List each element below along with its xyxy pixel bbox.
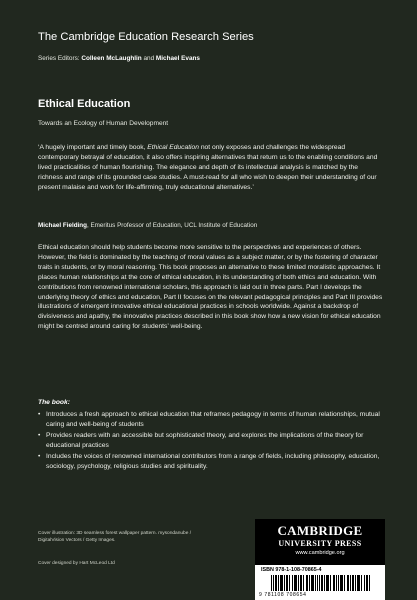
list-item-text: Provides readers with an accessible but sophisticated theory, and explores the implications of the theory for educational practices [46, 431, 364, 449]
publisher-name-line1: CAMBRIDGE [277, 523, 363, 538]
quote-rest: not only exposes and challenges the widespread contemporary betrayal of education, it also offers inspiring alternatives that return us to the enabling conditions and lived practicalities of human flourishing. The elegance and depth of its intellectual analysis is matched by the richness and range of its grounded case studies. A must-read for all who wish to deepen their understanding of our present malaise and work for life-affirming, truly educational alternatives.’ [38, 144, 378, 191]
editor-name-2: Michael Evans [155, 55, 200, 62]
editors-label: Series Editors: [38, 55, 82, 62]
cover-illustration-credit: Cover illustration: 3D seamless forest wallpaper pattern. mysondanube / DigitalVision Vectors / Getty Images. [38, 531, 192, 543]
the-book-label: The book: [38, 399, 70, 406]
publisher-name-line2: UNIVERSITY PRESS [278, 539, 362, 548]
cover-designer-credit: Cover designed by Hart McLeod Ltd [38, 561, 115, 566]
list-item [38, 431, 383, 451]
bullet-icon: • [38, 452, 41, 460]
bullet-icon: • [38, 411, 41, 418]
quote-author-detail: , Emeritus Professor of Education, UCL Institute of Education [86, 222, 258, 229]
book-subtitle: Towards an Ecology of Human Development [38, 120, 169, 127]
quote-author: Michael Fielding [38, 222, 87, 229]
endorsement-quote [38, 143, 383, 193]
series-editors [38, 55, 200, 62]
feature-list [38, 410, 383, 472]
quote-open: ‘A hugely important and timely book, [38, 144, 148, 151]
barcode-icon [271, 575, 371, 591]
isbn-label: ISBN 978-1-108-70865-4 [261, 567, 322, 573]
publisher-url: www.cambridge.org [295, 550, 345, 556]
editor-name-1: Colleen McLaughlin [81, 55, 142, 62]
isbn-barcode-box [255, 565, 385, 600]
list-item [38, 452, 383, 472]
barcode-digits: 9 781108 708654 [259, 592, 307, 598]
quote-attribution [38, 222, 257, 229]
series-title: The Cambridge Education Research Series [38, 31, 254, 43]
bullet-icon: • [38, 431, 41, 439]
quote-italic-title: Ethical Education [147, 144, 199, 151]
list-item [38, 410, 383, 430]
list-item-text: Includes the voices of renowned international contributors from a range of fields, including philosophy, education, sociology, psychology, religious studies and spirituality. [46, 452, 380, 470]
publisher-logo [255, 519, 385, 565]
editors-and: and [141, 55, 156, 62]
list-item-text: Introduces a fresh approach to ethical education that reframes pedagogy in terms of human relationships, mutual caring and well-being of students [46, 411, 380, 428]
book-description: Ethical education should help students become more sensitive to the perspectives and experiences of others. However, the field is dominated by the teaching of moral values as a subject matter, or by the fostering of character traits in students, or by moral reasoning. This book proposes an alternative to these limited moralistic approaches. It places human relationships at the core of ethical education, in its understanding of both ethics and education. With contributions from renowned international scholars, this approach is laid out in three parts. Part I develops the underlying theory of ethics and education, Part II focuses on the relevant pedagogical principles and Part III provides illustrations of emergent innovative ethical educational practices in schools worldwide. Against a backdrop of divisiveness and apathy, the innovative practices described in this book show how a new vision for ethical education might be centred around caring for students’ well-being. [38, 244, 383, 331]
book-title: Ethical Education [38, 98, 131, 110]
